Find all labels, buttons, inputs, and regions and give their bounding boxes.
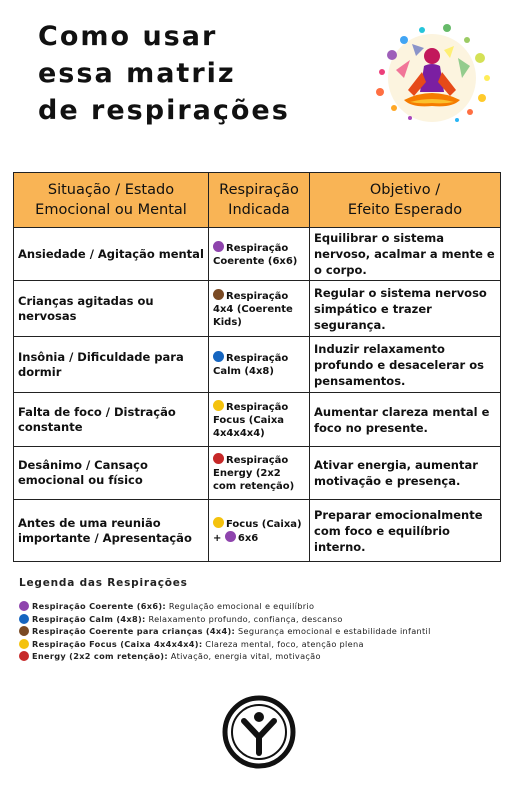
purple-dot-icon <box>213 241 224 252</box>
cell-respiracao: Respiração Calm (4x8) <box>209 337 310 393</box>
header-objetivo: Objetivo / Efeito Esperado <box>310 173 501 228</box>
cell-situacao: Desânimo / Cansaço emocional ou físico <box>14 447 209 500</box>
yellow-dot-icon <box>213 400 224 411</box>
brown-dot-icon <box>19 626 29 636</box>
cell-objetivo: Ativar energia, aumentar motivação e presença. <box>310 447 501 500</box>
header-respiracao: Respiração Indicada <box>209 173 310 228</box>
yellow-dot-icon <box>19 639 29 649</box>
breathing-matrix-table <box>13 172 501 562</box>
blue-dot-icon <box>213 351 224 362</box>
cell-respiracao: Respiração Coerente (6x6) <box>209 228 310 281</box>
title-line-1: Como usar <box>38 21 218 52</box>
y-circle-logo-icon <box>222 695 296 769</box>
meditating-figure-icon <box>352 0 512 160</box>
cell-respiracao: Respiração 4x4 (Coerente Kids) <box>209 281 310 337</box>
legend-title: Legenda das Respirações <box>19 577 188 589</box>
table-row <box>14 337 501 393</box>
legend-item: Respiração Coerente (6x6): Regulação emocional e equilíbrio <box>19 600 509 613</box>
table-row <box>14 281 501 337</box>
purple-dot-icon <box>225 531 236 542</box>
cell-objetivo: Equilibrar o sistema nervoso, acalmar a mente e o corpo. <box>310 228 501 281</box>
cell-situacao: Ansiedade / Agitação mental <box>14 228 209 281</box>
table-row <box>14 500 501 562</box>
header-situacao: Situação / Estado Emocional ou Mental <box>14 173 209 228</box>
cell-situacao: Falta de foco / Distração constante <box>14 393 209 447</box>
page-title <box>38 18 338 129</box>
table-row <box>14 393 501 447</box>
brown-dot-icon <box>213 289 224 300</box>
cell-situacao: Crianças agitadas ou nervosas <box>14 281 209 337</box>
red-dot-icon <box>213 453 224 464</box>
cell-objetivo: Preparar emocionalmente com foco e equilíbrio interno. <box>310 500 501 562</box>
legend <box>19 600 509 663</box>
cell-respiracao: Respiração Focus (Caixa 4x4x4x4) <box>209 393 310 447</box>
cell-situacao: Insônia / Dificuldade para dormir <box>14 337 209 393</box>
yellow-dot-icon <box>213 517 224 528</box>
cell-objetivo: Regular o sistema nervoso simpático e trazer segurança. <box>310 281 501 337</box>
blue-dot-icon <box>19 614 29 624</box>
legend-item: Respiração Calm (4x8): Relaxamento profundo, confiança, descanso <box>19 613 509 626</box>
legend-item: Energy (2x2 com retenção): Ativação, energia vital, motivação <box>19 650 509 663</box>
title-line-2: essa matriz <box>38 58 236 89</box>
cell-objetivo: Aumentar clareza mental e foco no presente. <box>310 393 501 447</box>
cell-objetivo: Induzir relaxamento profundo e desacelerar os pensamentos. <box>310 337 501 393</box>
red-dot-icon <box>19 651 29 661</box>
cell-respiracao: Focus (Caixa) + 6x6 <box>209 500 310 562</box>
legend-item: Respiração Coerente para crianças (4x4): Segurança emocional e estabilidade infantil <box>19 625 509 638</box>
table-header-row <box>14 173 501 228</box>
table-row <box>14 228 501 281</box>
table-row <box>14 447 501 500</box>
legend-item: Respiração Focus (Caixa 4x4x4x4): Clareza mental, foco, atenção plena <box>19 638 509 651</box>
cell-respiracao: Respiração Energy (2x2 com retenção) <box>209 447 310 500</box>
title-line-3: de respirações <box>38 95 290 126</box>
purple-dot-icon <box>19 601 29 611</box>
cell-situacao: Antes de uma reunião importante / Apresentação <box>14 500 209 562</box>
